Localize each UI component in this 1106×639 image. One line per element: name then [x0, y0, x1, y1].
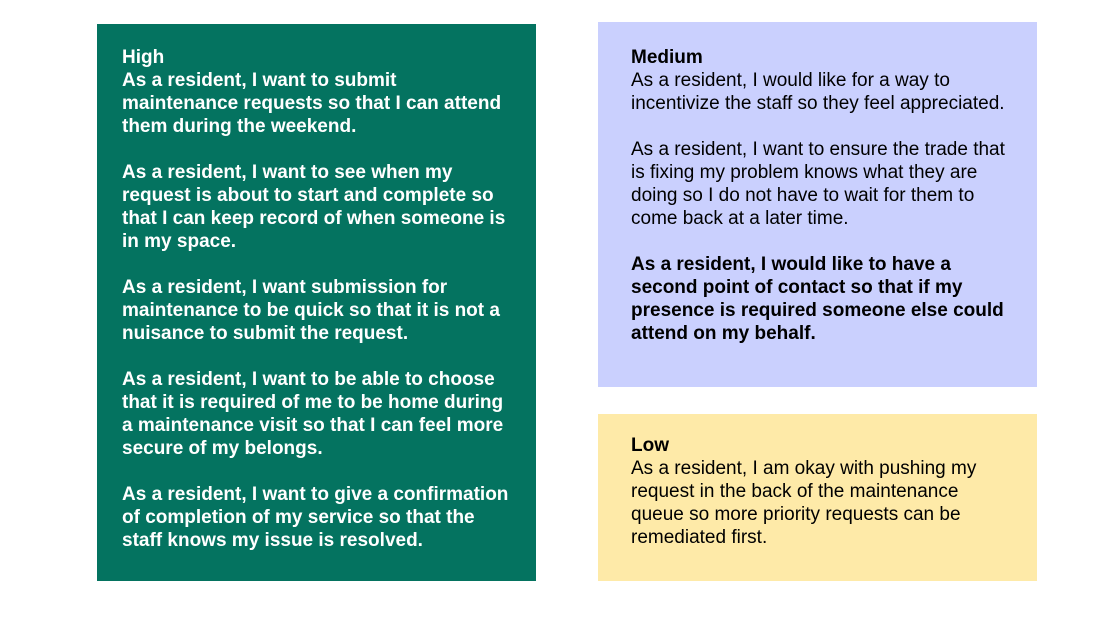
- medium-story-2: As a resident, I want to ensure the trade that is fixing my problem knows what they are doing so I do not have to wait for them to come back at a later time.: [631, 139, 1005, 229]
- high-story-1: As a resident, I want to submit maintenance requests so that I can attend them during the weekend.: [122, 70, 502, 137]
- high-priority-title: High: [122, 47, 165, 68]
- medium-story-3: As a resident, I would like to have a second point of contact so that if my presence is required someone else could attend on my behalf.: [631, 254, 1004, 344]
- low-story-1: As a resident, I am okay with pushing my request in the back of the maintenance queue so more priority requests can be remediated first.: [631, 458, 977, 548]
- low-priority-title: Low: [631, 435, 669, 456]
- high-story-3: As a resident, I want submission for maintenance to be quick so that it is not a nuisance to submit the request.: [122, 277, 500, 344]
- low-priority-card: [598, 414, 1037, 581]
- high-story-4: As a resident, I want to be able to choose that it is required of me to be home during a maintenance visit so that I can feel more secure of my belongs.: [122, 369, 504, 459]
- medium-priority-title: Medium: [631, 47, 703, 68]
- high-story-5: As a resident, I want to give a confirmation of completion of my service so that the staff knows my issue is resolved.: [122, 484, 509, 551]
- medium-story-1: As a resident, I would like for a way to incentivize the staff so they feel appreciated.: [631, 70, 1005, 114]
- high-story-2: As a resident, I want to see when my request is about to start and complete so that I can keep record of when someone is in my space.: [122, 162, 506, 252]
- high-priority-card: [97, 24, 536, 581]
- medium-priority-card: [598, 22, 1037, 387]
